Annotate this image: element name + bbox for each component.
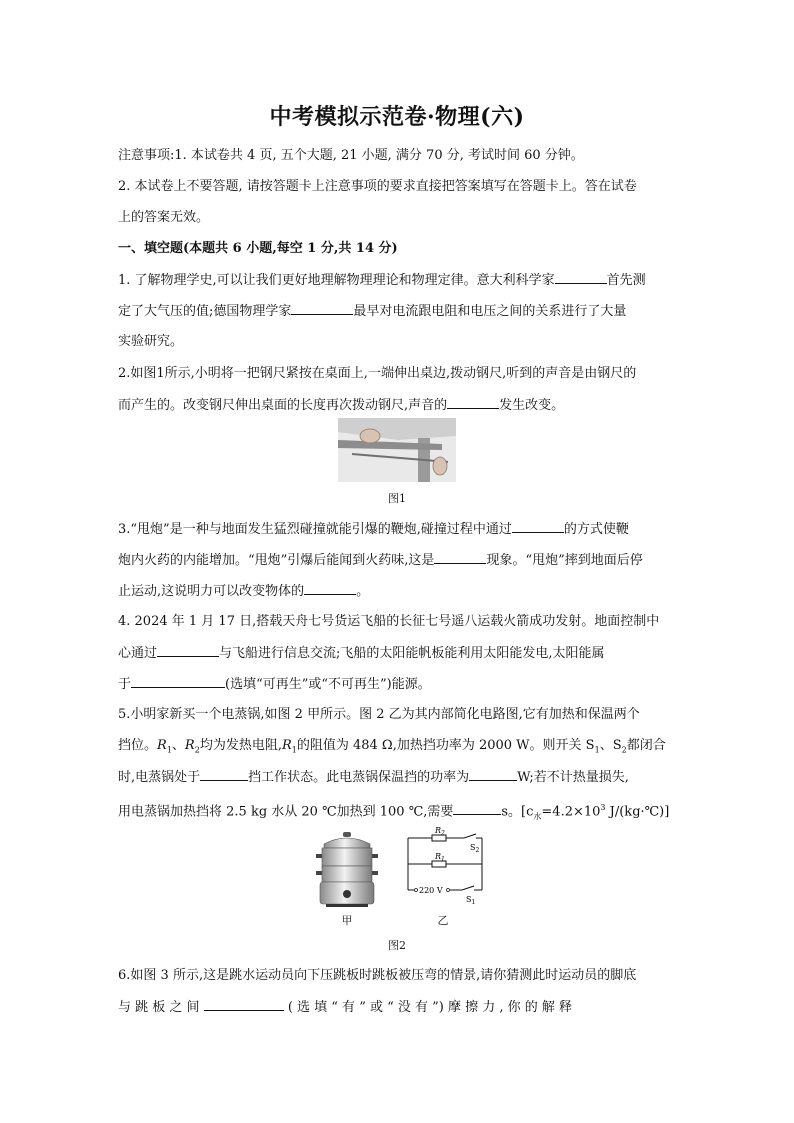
q6-line-1: 6.如图 3 所示,这是跳水运动员向下压跳板时跳板被压弯的情景,请你猜测此时运动员的脚底 [118,968,637,983]
q5-line-2: 挡位。$R_1$、$R_2$均为发热电阻$,R_1$的阻值为 484 Ω,加热挡功率为 2000 W。则开关 $S_1$、$S_2$都闭合 [118,738,666,755]
figure-1-ruler-image [338,418,456,482]
q5-blank-1[interactable] [200,768,248,781]
q4-blank-2[interactable] [131,675,225,688]
q5-r1-sub: 1 [166,745,172,755]
q4-line-3 [118,675,678,694]
label-r1: $R_1$ [435,852,445,863]
q5-line-4 [118,799,678,826]
q5-text-b2: 均为发热电阻, [199,738,282,753]
q3-blank-1[interactable] [512,520,564,533]
q5-text-b4: 、S [599,738,622,753]
notes-line-2: 2. 本试卷上不要答题, 请按答题卡上注意事项的要求直接把答案填写在答题卡上。答在试卷 [118,179,637,194]
q1-blank-1[interactable] [555,271,607,284]
q1-line-2 [118,302,678,321]
q1-text-a: 1. 了解物理学史,可以让我们更好地理解物理理论和物理定律。意大利科学家 [118,273,555,288]
q2-blank-1[interactable] [447,396,499,409]
q4-text-d: 于 [118,677,132,692]
q3-text-b: 的方式使鞭 [563,522,629,537]
q4-line-2 [118,644,678,663]
label-s1: $S_1$ [466,895,476,906]
q2-line-2 [118,396,678,415]
q5-text-g: s。[c [501,804,534,820]
q3-line-3 [118,582,678,601]
q6-text-b: 与 跳 板 之 间 [118,1000,200,1015]
page-title: 中考模拟示范卷·物理(六) [269,104,525,130]
q3-line-1 [118,520,678,539]
q5-r1-symbol: R [157,738,167,753]
figure-2-caption: 图2 [388,939,406,952]
q5-s2-sub: 2 [621,745,627,755]
q1-line-1 [118,271,678,290]
figure-2b-circuit-diagram [402,824,494,908]
q5-text-c: 时,电蒸锅处于 [118,770,201,785]
q4-blank-1[interactable] [157,644,219,657]
figure-2b-label: 乙 [437,914,449,927]
q5-text-g5: J/(kg·℃)] [605,804,670,820]
q5-r2-sub: 2 [194,745,200,755]
q6-text-c: ( 选 填 “ 有 ” 或 “ 没 有 ”) 摩 擦 力 , 你 的 解 释 [287,1000,573,1015]
q5-exponent: 3 [600,803,606,812]
q5-line-3 [118,768,678,787]
q2-text-b: 而产生的。改变钢尺伸出桌面的长度再次拨动钢尺,声音的 [118,398,448,413]
section-heading: 一、填空题(本题共 6 小题,每空 1 分,共 14 分) [118,241,398,256]
switch-s1 [462,886,474,890]
label-r2: $R_2$ [435,826,445,837]
notes-line-1: 注意事项:1. 本试卷共 4 页, 五个大题, 21 小题, 满分 70 分, 考试时间 60 分钟。 [118,148,584,163]
q5-text-b1: 挡位。 [118,738,158,753]
q1-line-3: 实验研究。 [118,334,184,349]
q5-text-e: W;若不计热量损失, [517,770,629,785]
q6-blank-1[interactable] [204,998,284,1011]
q1-blank-2[interactable] [291,302,353,315]
label-voltage: 220 V [419,886,443,895]
q5-text-b5: 都闭合 [626,738,666,753]
q5-blank-2[interactable] [469,768,517,781]
q1-text-d: 最早对电流跟电阻和电压之间的关系进行了大量 [353,304,627,319]
q5-text-f: 用电蒸锅加热挡将 2.5 kg 水从 20 ℃加热到 100 ℃,需要 [118,804,454,820]
q3-text-f: 。 [356,584,370,599]
q5-text-b3: 的阻值为 484 Ω,加热挡功率为 2000 W。则开关 S [296,738,595,753]
q3-text-d: 现象。“甩炮”摔到地面后停 [486,553,643,568]
q3-line-2 [118,551,678,570]
switch-s2 [464,834,476,838]
q3-blank-2[interactable] [434,551,486,564]
label-s2: $S_2$ [470,843,480,854]
figure-2a-label: 甲 [341,914,353,927]
q5-r1-sub-2: 1 [291,745,297,755]
q5-text-g3: =4.2×10 [541,804,601,820]
q5-s1-sub: 1 [594,745,600,755]
q3-blank-3[interactable] [304,582,356,595]
figure-1-caption: 图1 [388,492,406,505]
q3-text-e: 止运动,这说明力可以改变物体的 [118,584,305,599]
q5-r1-symbol-2: R [281,738,292,753]
q5-water-sub: 水 [533,811,542,821]
q5-text-d: 挡工作状态。此电蒸锅保温挡的功率为 [248,770,470,785]
q5-r2-symbol: R [184,738,195,753]
q2-line-1: 2.如图1所示,小明将一把钢尺紧按在桌面上,一端伸出桌边,拨动钢尺,听到的声音是由钢尺的 [118,366,637,381]
q1-text-c: 定了大气压的值;德国物理学家 [118,304,292,319]
q1-text-b: 首先测 [606,273,646,288]
q4-text-b: 心通过 [118,646,158,661]
q4-line-1: 4. 2024 年 1 月 17 日,搭载天舟七号货运飞船的长征七号遥八运载火箭成功发射。地面控制中 [118,614,660,629]
figure-2a-steamer-image [312,830,382,910]
notes-line-3: 上的答案无效。 [118,210,210,225]
q2-text-c: 发生改变。 [499,398,565,413]
q3-text-a: 3.“甩炮”是一种与地面发生猛烈碰撞就能引爆的鞭炮,碰撞过程中通过 [118,522,512,537]
q3-text-c: 炮内火药的内能增加。“甩炮”引爆后能闻到火药味,这是 [118,553,435,568]
q4-text-e: (选填“可再生”或“不可再生”)能源。 [225,677,431,692]
q6-line-2 [118,998,678,1017]
q5-blank-3[interactable] [453,802,501,815]
q4-text-c: 与飞船进行信息交流;飞船的太阳能帆板能利用太阳能发电,太阳能属 [219,646,605,661]
q5-line-1: 5.小明家新买一个电蒸锅,如图 2 甲所示。图 2 乙为其内部简化电路图,它有加热和保温两个 [118,707,640,722]
